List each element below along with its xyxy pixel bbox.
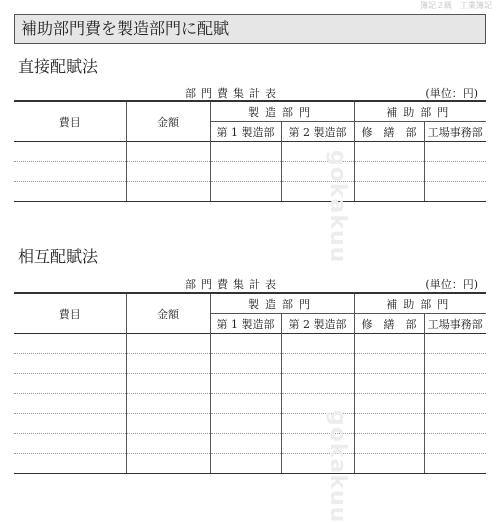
blank-cell[interactable] [424, 394, 486, 414]
blank-cell[interactable] [281, 434, 354, 454]
blank-cell[interactable] [14, 162, 126, 182]
table-row [14, 354, 486, 374]
blank-cell[interactable] [281, 414, 354, 434]
header-expense: 費目 [14, 101, 126, 142]
blank-cell[interactable] [14, 374, 126, 394]
header-auxiliary-group: 補助部門 [354, 293, 486, 314]
blank-cell[interactable] [281, 354, 354, 374]
table-row [14, 162, 486, 182]
blank-cell[interactable] [281, 182, 354, 202]
blank-cell[interactable] [424, 182, 486, 202]
blank-cell[interactable] [210, 162, 281, 182]
blank-cell[interactable] [126, 334, 210, 354]
blank-cell[interactable] [126, 434, 210, 454]
header-dept-2: 第 2 製造部 [281, 122, 354, 142]
table-row [14, 182, 486, 202]
blank-cell[interactable] [126, 394, 210, 414]
table-row [14, 434, 486, 454]
blank-cell[interactable] [126, 162, 210, 182]
blank-cell[interactable] [424, 354, 486, 374]
blank-cell[interactable] [424, 334, 486, 354]
blank-cell[interactable] [14, 334, 126, 354]
section-title-direct: 直接配賦法 [18, 57, 99, 76]
blank-cell[interactable] [126, 142, 210, 162]
header-repair: 修 繕 部 [354, 314, 424, 334]
table-row [14, 334, 486, 354]
blank-cell[interactable] [281, 454, 354, 474]
blank-cell[interactable] [281, 334, 354, 354]
header-office: 工場事務部 [424, 314, 486, 334]
header-manufacturing-group: 製造部門 [210, 101, 354, 122]
blank-cell[interactable] [210, 454, 281, 474]
blank-cell[interactable] [14, 414, 126, 434]
blank-cell[interactable] [281, 162, 354, 182]
blank-cell[interactable] [210, 374, 281, 394]
blank-cell[interactable] [126, 454, 210, 474]
blank-cell[interactable] [424, 374, 486, 394]
page-title: 補助部門費を製造部門に配賦 [14, 14, 486, 44]
blank-cell[interactable] [210, 354, 281, 374]
blank-cell[interactable] [14, 142, 126, 162]
header-office: 工場事務部 [424, 122, 486, 142]
blank-cell[interactable] [210, 334, 281, 354]
blank-cell[interactable] [354, 142, 424, 162]
blank-cell[interactable] [354, 334, 424, 354]
blank-cell[interactable] [14, 434, 126, 454]
blank-cell[interactable] [354, 454, 424, 474]
blank-cell[interactable] [281, 374, 354, 394]
unit-label: (単位：円) [425, 87, 478, 100]
table-caption: 部門費集計表 [185, 278, 281, 291]
table-row [14, 374, 486, 394]
blank-cell[interactable] [126, 354, 210, 374]
blank-cell[interactable] [354, 394, 424, 414]
table-row [14, 394, 486, 414]
blank-cell[interactable] [354, 434, 424, 454]
table-row [14, 414, 486, 434]
header-auxiliary-group: 補助部門 [354, 101, 486, 122]
table-row [14, 142, 486, 162]
blank-cell[interactable] [126, 182, 210, 202]
department-cost-table [14, 292, 486, 474]
header-amount: 金額 [126, 101, 210, 142]
blank-cell[interactable] [281, 142, 354, 162]
header-dept-2: 第 2 製造部 [281, 314, 354, 334]
header-repair: 修 繕 部 [354, 122, 424, 142]
blank-cell[interactable] [210, 414, 281, 434]
blank-cell[interactable] [210, 394, 281, 414]
table-row [14, 454, 486, 474]
blank-cell[interactable] [14, 182, 126, 202]
blank-cell[interactable] [354, 182, 424, 202]
blank-cell[interactable] [14, 394, 126, 414]
blank-cell[interactable] [126, 414, 210, 434]
header-dept-1: 第 1 製造部 [210, 314, 281, 334]
blank-cell[interactable] [210, 434, 281, 454]
header-dept-1: 第 1 製造部 [210, 122, 281, 142]
watermark-text: gokakuu [325, 150, 350, 264]
header-amount: 金額 [126, 293, 210, 334]
blank-cell[interactable] [424, 434, 486, 454]
blank-cell[interactable] [424, 454, 486, 474]
section-title-reciprocal: 相互配賦法 [18, 247, 99, 266]
blank-cell[interactable] [14, 354, 126, 374]
blank-cell[interactable] [424, 162, 486, 182]
table-caption: 部門費集計表 [185, 87, 281, 100]
blank-cell[interactable] [424, 142, 486, 162]
department-cost-table [14, 100, 486, 202]
header-manufacturing-group: 製造部門 [210, 293, 354, 314]
blank-cell[interactable] [210, 182, 281, 202]
unit-label: (単位：円) [425, 278, 478, 291]
watermark-text: gokakuu [325, 410, 350, 523]
blank-cell[interactable] [424, 414, 486, 434]
blank-cell[interactable] [126, 374, 210, 394]
blank-cell[interactable] [354, 374, 424, 394]
header-expense: 費目 [14, 293, 126, 334]
blank-cell[interactable] [210, 142, 281, 162]
blank-cell[interactable] [354, 162, 424, 182]
blank-cell[interactable] [354, 414, 424, 434]
top-note: 簿記２級 工業簿記 [420, 1, 492, 10]
blank-cell[interactable] [281, 394, 354, 414]
blank-cell[interactable] [354, 354, 424, 374]
blank-cell[interactable] [14, 454, 126, 474]
